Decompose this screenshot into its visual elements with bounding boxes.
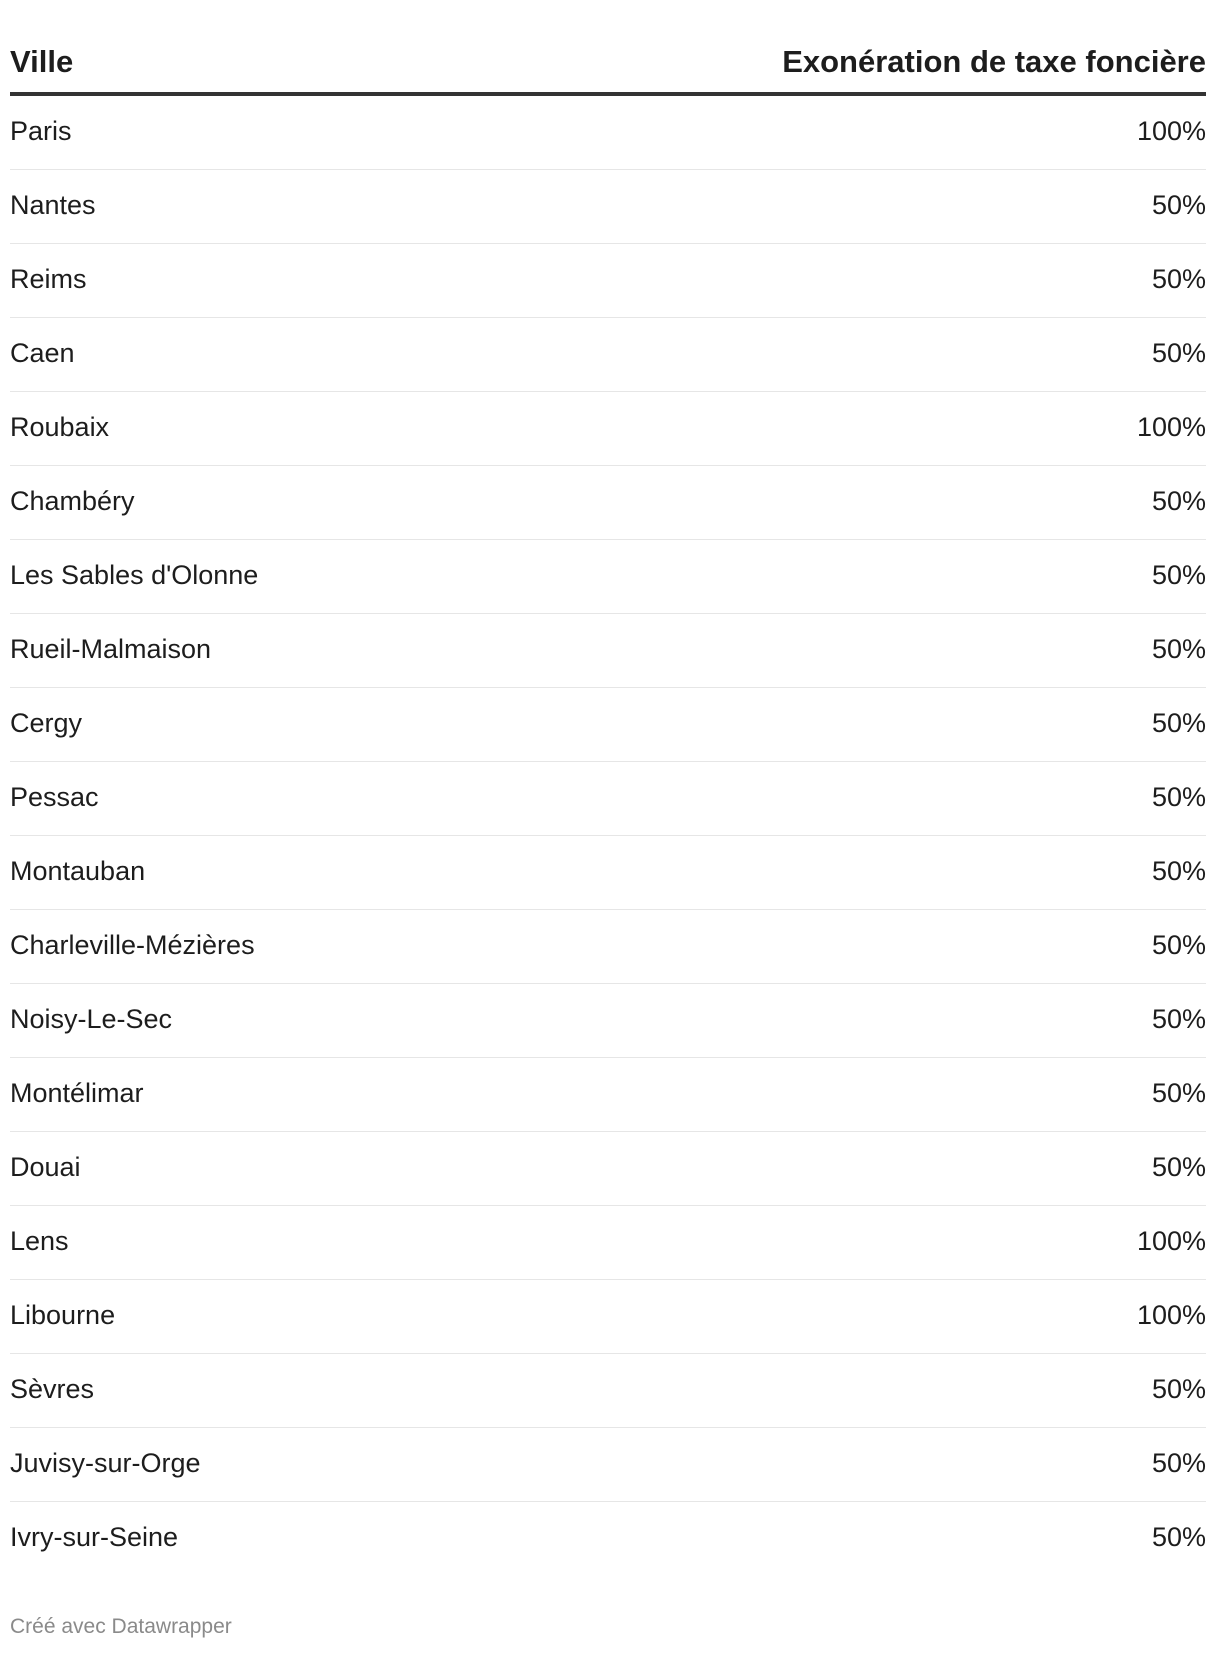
exoneration-cell: 100% (1136, 116, 1206, 146)
table-header (10, 0, 1206, 96)
exoneration-cell: 50% (1151, 1004, 1206, 1034)
data-table (10, 0, 1206, 1576)
table-row (10, 984, 1206, 1058)
city-cell: Pessac (10, 782, 99, 812)
table-row (10, 318, 1206, 392)
city-cell: Sèvres (10, 1374, 95, 1404)
exoneration-cell: 50% (1151, 486, 1206, 516)
exoneration-cell: 50% (1151, 634, 1206, 664)
city-cell: Nantes (10, 190, 96, 220)
city-cell: Roubaix (10, 412, 110, 442)
table-row (10, 1428, 1206, 1502)
city-cell: Lens (10, 1226, 69, 1256)
table-row (10, 614, 1206, 688)
table-row (10, 1280, 1206, 1354)
table-row (10, 540, 1206, 614)
city-cell: Chambéry (10, 486, 135, 516)
exoneration-cell: 50% (1151, 338, 1206, 368)
datawrapper-credit[interactable]: Créé avec Datawrapper (10, 1615, 232, 1638)
exoneration-cell: 50% (1151, 190, 1206, 220)
table-row (10, 836, 1206, 910)
city-cell: Douai (10, 1152, 81, 1182)
table-row (10, 392, 1206, 466)
table-row (10, 1354, 1206, 1428)
column-header-ville[interactable]: Ville (10, 44, 74, 79)
table-row (10, 96, 1206, 170)
exoneration-cell: 50% (1151, 782, 1206, 812)
table-row (10, 466, 1206, 540)
table-row (10, 244, 1206, 318)
table-row (10, 1502, 1206, 1576)
city-cell: Caen (10, 338, 75, 368)
table-row (10, 1206, 1206, 1280)
exoneration-cell: 50% (1151, 1152, 1206, 1182)
table-row (10, 762, 1206, 836)
city-cell: Juvisy-sur-Orge (10, 1448, 201, 1478)
table-row (10, 170, 1206, 244)
exoneration-cell: 50% (1151, 856, 1206, 886)
exoneration-cell: 50% (1151, 708, 1206, 738)
exoneration-cell: 50% (1151, 1522, 1206, 1552)
table-row (10, 910, 1206, 984)
table-row (10, 1058, 1206, 1132)
exoneration-cell: 50% (1151, 1374, 1206, 1404)
city-cell: Rueil-Malmaison (10, 634, 212, 664)
city-cell: Libourne (10, 1300, 116, 1330)
table-body (10, 96, 1206, 1576)
city-cell: Noisy-Le-Sec (10, 1004, 173, 1034)
exoneration-cell: 100% (1136, 1226, 1206, 1256)
city-cell: Montélimar (10, 1078, 144, 1108)
city-cell: Montauban (10, 856, 146, 886)
exoneration-cell: 50% (1151, 930, 1206, 960)
exoneration-cell: 50% (1151, 1078, 1206, 1108)
city-cell: Paris (10, 116, 72, 146)
exoneration-cell: 100% (1136, 1300, 1206, 1330)
city-cell: Reims (10, 264, 87, 294)
exoneration-cell: 50% (1151, 560, 1206, 590)
city-cell: Cergy (10, 708, 83, 738)
city-cell: Ivry-sur-Seine (10, 1522, 179, 1552)
exoneration-cell: 100% (1136, 412, 1206, 442)
city-cell: Les Sables d'Olonne (10, 560, 259, 590)
table-row (10, 1132, 1206, 1206)
exoneration-cell: 50% (1151, 1448, 1206, 1478)
column-header-exoneration[interactable]: Exonération de taxe foncière (782, 44, 1206, 79)
exoneration-cell: 50% (1151, 264, 1206, 294)
city-cell: Charleville-Mézières (10, 930, 255, 960)
table-row (10, 688, 1206, 762)
